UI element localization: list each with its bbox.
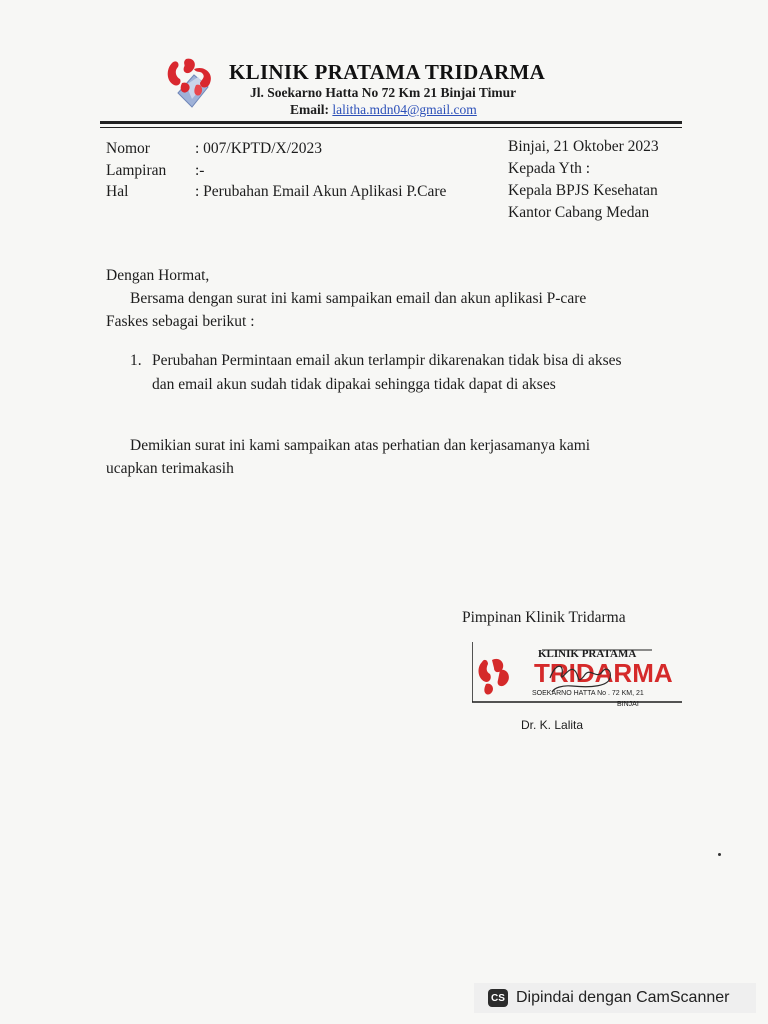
clinic-logo-icon (164, 55, 216, 111)
lampiran-label: Lampiran (106, 162, 167, 179)
camscanner-icon: CS (488, 989, 508, 1007)
scan-speck (718, 853, 721, 856)
closing-line1: Demikian surat ini kami sampaikan atas perhatian dan kerjasamanya kami (130, 437, 591, 454)
email-link[interactable]: lalitha.mdn04@gmail.com (332, 102, 477, 117)
email-label: Email: (290, 102, 329, 117)
hal-value: : Perubahan Email Akun Aplikasi P.Care (195, 183, 447, 200)
intro-line2: Faskes sebagai berikut : (106, 313, 255, 330)
nomor-label: Nomor (106, 140, 150, 157)
stamp-address2: BINJAI (617, 701, 639, 708)
item1-line2: dan email akun sudah tidak dipakai sehingga tidak dapat di akses (152, 376, 556, 393)
clinic-stamp (472, 640, 684, 710)
org-address: Jl. Soekarno Hatta No 72 Km 21 Binjai Timur (250, 85, 517, 100)
signer-name: Dr. K. Lalita (521, 718, 584, 732)
lampiran-value: :- (195, 162, 205, 179)
recipient-line1: Kepala BPJS Kesehatan (508, 182, 658, 199)
intro-line1: Bersama dengan surat ini kami sampaikan email dan akun aplikasi P-care (130, 290, 587, 307)
nomor-value: : 007/KPTD/X/2023 (195, 140, 323, 157)
camscanner-watermark (474, 983, 756, 1013)
stamp-address1: SOEKARNO HATTA No . 72 KM, 21 (532, 690, 644, 697)
recipient-line2: Kantor Cabang Medan (508, 204, 650, 221)
item1-line1: Perubahan Permintaan email akun terlampir dikarenakan tidak bisa di akses (152, 352, 622, 369)
item1-number: 1. (130, 352, 142, 369)
org-name: KLINIK PRATAMA TRIDARMA (229, 60, 546, 84)
org-email-row (290, 102, 477, 118)
recipient-to: Kepada Yth : (508, 160, 591, 177)
greeting: Dengan Hormat, (106, 267, 210, 284)
stamp-main-text: TRIDARMA (534, 658, 673, 688)
stamp-logo-icon (479, 659, 509, 695)
closing-line2: ucapkan terimakasih (106, 460, 234, 477)
stamp-top-text: KLINIK PRATAMA (538, 648, 637, 660)
hal-label: Hal (106, 183, 129, 200)
header-rule-thick (100, 121, 682, 124)
place-date: Binjai, 21 Oktober 2023 (508, 138, 659, 155)
camscanner-label: Dipindai dengan CamScanner (516, 989, 730, 1006)
header-rule-thin (100, 127, 682, 128)
signer-title: Pimpinan Klinik Tridarma (462, 609, 626, 626)
